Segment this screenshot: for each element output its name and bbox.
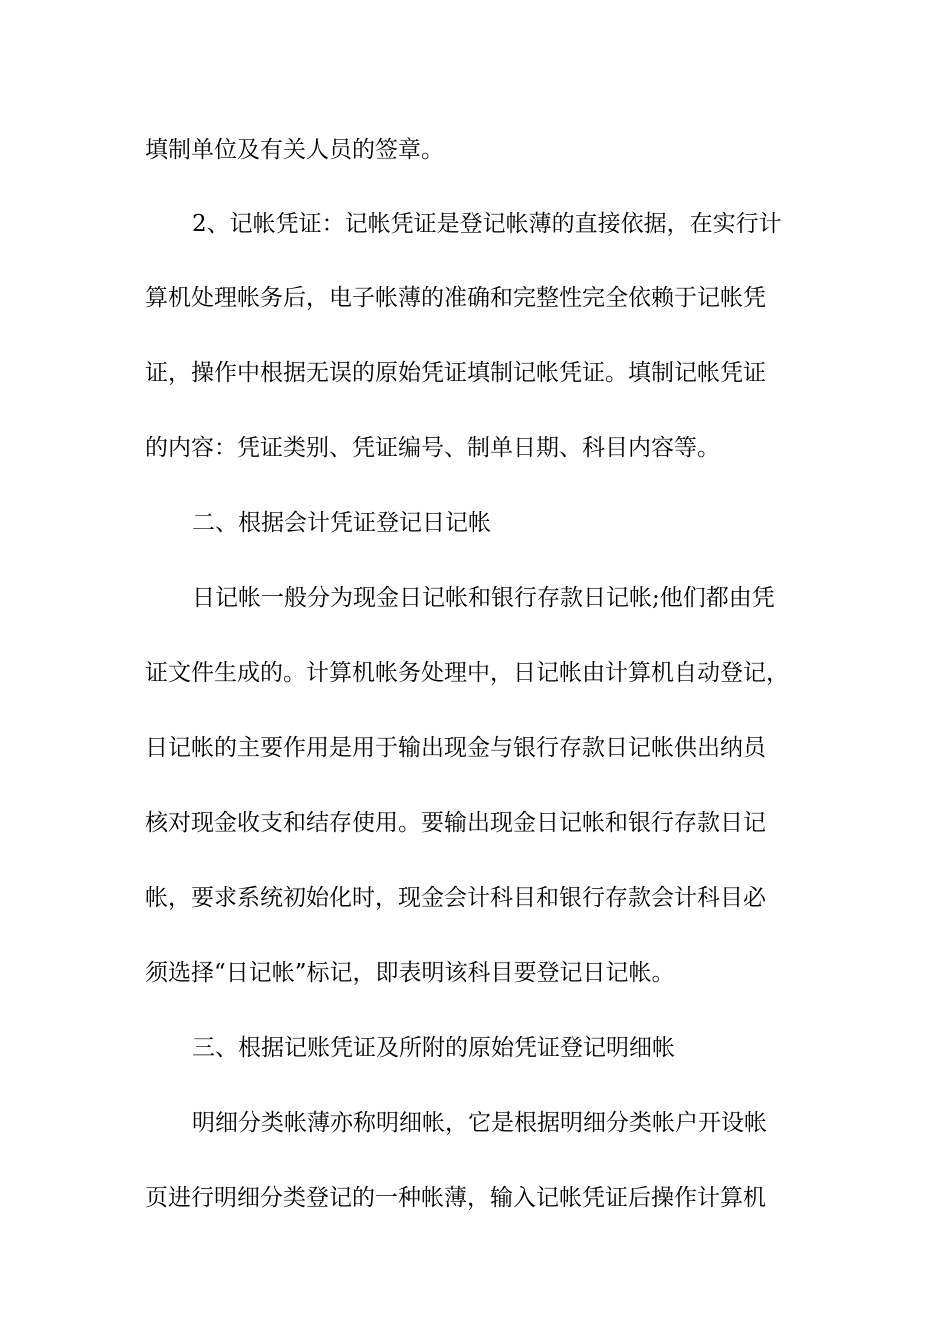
text-line-1: 填制单位及有关人员的签章。 <box>145 137 444 163</box>
text-line-11: 帐，要求系统初始化时，现金会计科目和银行存款会计科目必 <box>145 885 766 911</box>
text-line-8: 证文件生成的。计算机帐务处理中，日记帐由计算机自动登记， <box>145 660 789 686</box>
text-line-12: 须选择“日记帐”标记，即表明该科目要登记日记帐。 <box>145 960 675 986</box>
text-line-4: 证，操作中根据无误的原始凭证填制记帐凭证。填制记帐凭证 <box>145 360 766 386</box>
text-line-5: 的内容：凭证类别、凭证编号、制单日期、科目内容等。 <box>145 435 720 461</box>
text-line-14: 明细分类帐薄亦称明细帐，它是根据明细分类帐户开设帐 <box>192 1110 767 1136</box>
text-line-10: 核对现金收支和结存使用。要输出现金日记帐和银行存款日记 <box>145 810 766 836</box>
text-line-15: 页进行明细分类登记的一种帐薄，输入记帐凭证后操作计算机 <box>145 1185 766 1211</box>
text-line-3: 算机处理帐务后，电子帐薄的准确和完整性完全依赖于记帐凭 <box>145 285 766 311</box>
text-line-2: 2、记帐凭证：记帐凭证是登记帐薄的直接依据，在实行计 <box>192 211 782 237</box>
section-heading-2: 二、根据会计凭证登记日记帐 <box>192 510 491 536</box>
section-heading-3: 三、根据记账凭证及所附的原始凭证登记明细帐 <box>192 1035 675 1061</box>
text-line-7: 日记帐一般分为现金日记帐和银行存款日记帐;他们都由凭 <box>192 585 775 611</box>
text-line-9: 日记帐的主要作用是用于输出现金与银行存款日记帐供出纳员 <box>145 735 766 761</box>
